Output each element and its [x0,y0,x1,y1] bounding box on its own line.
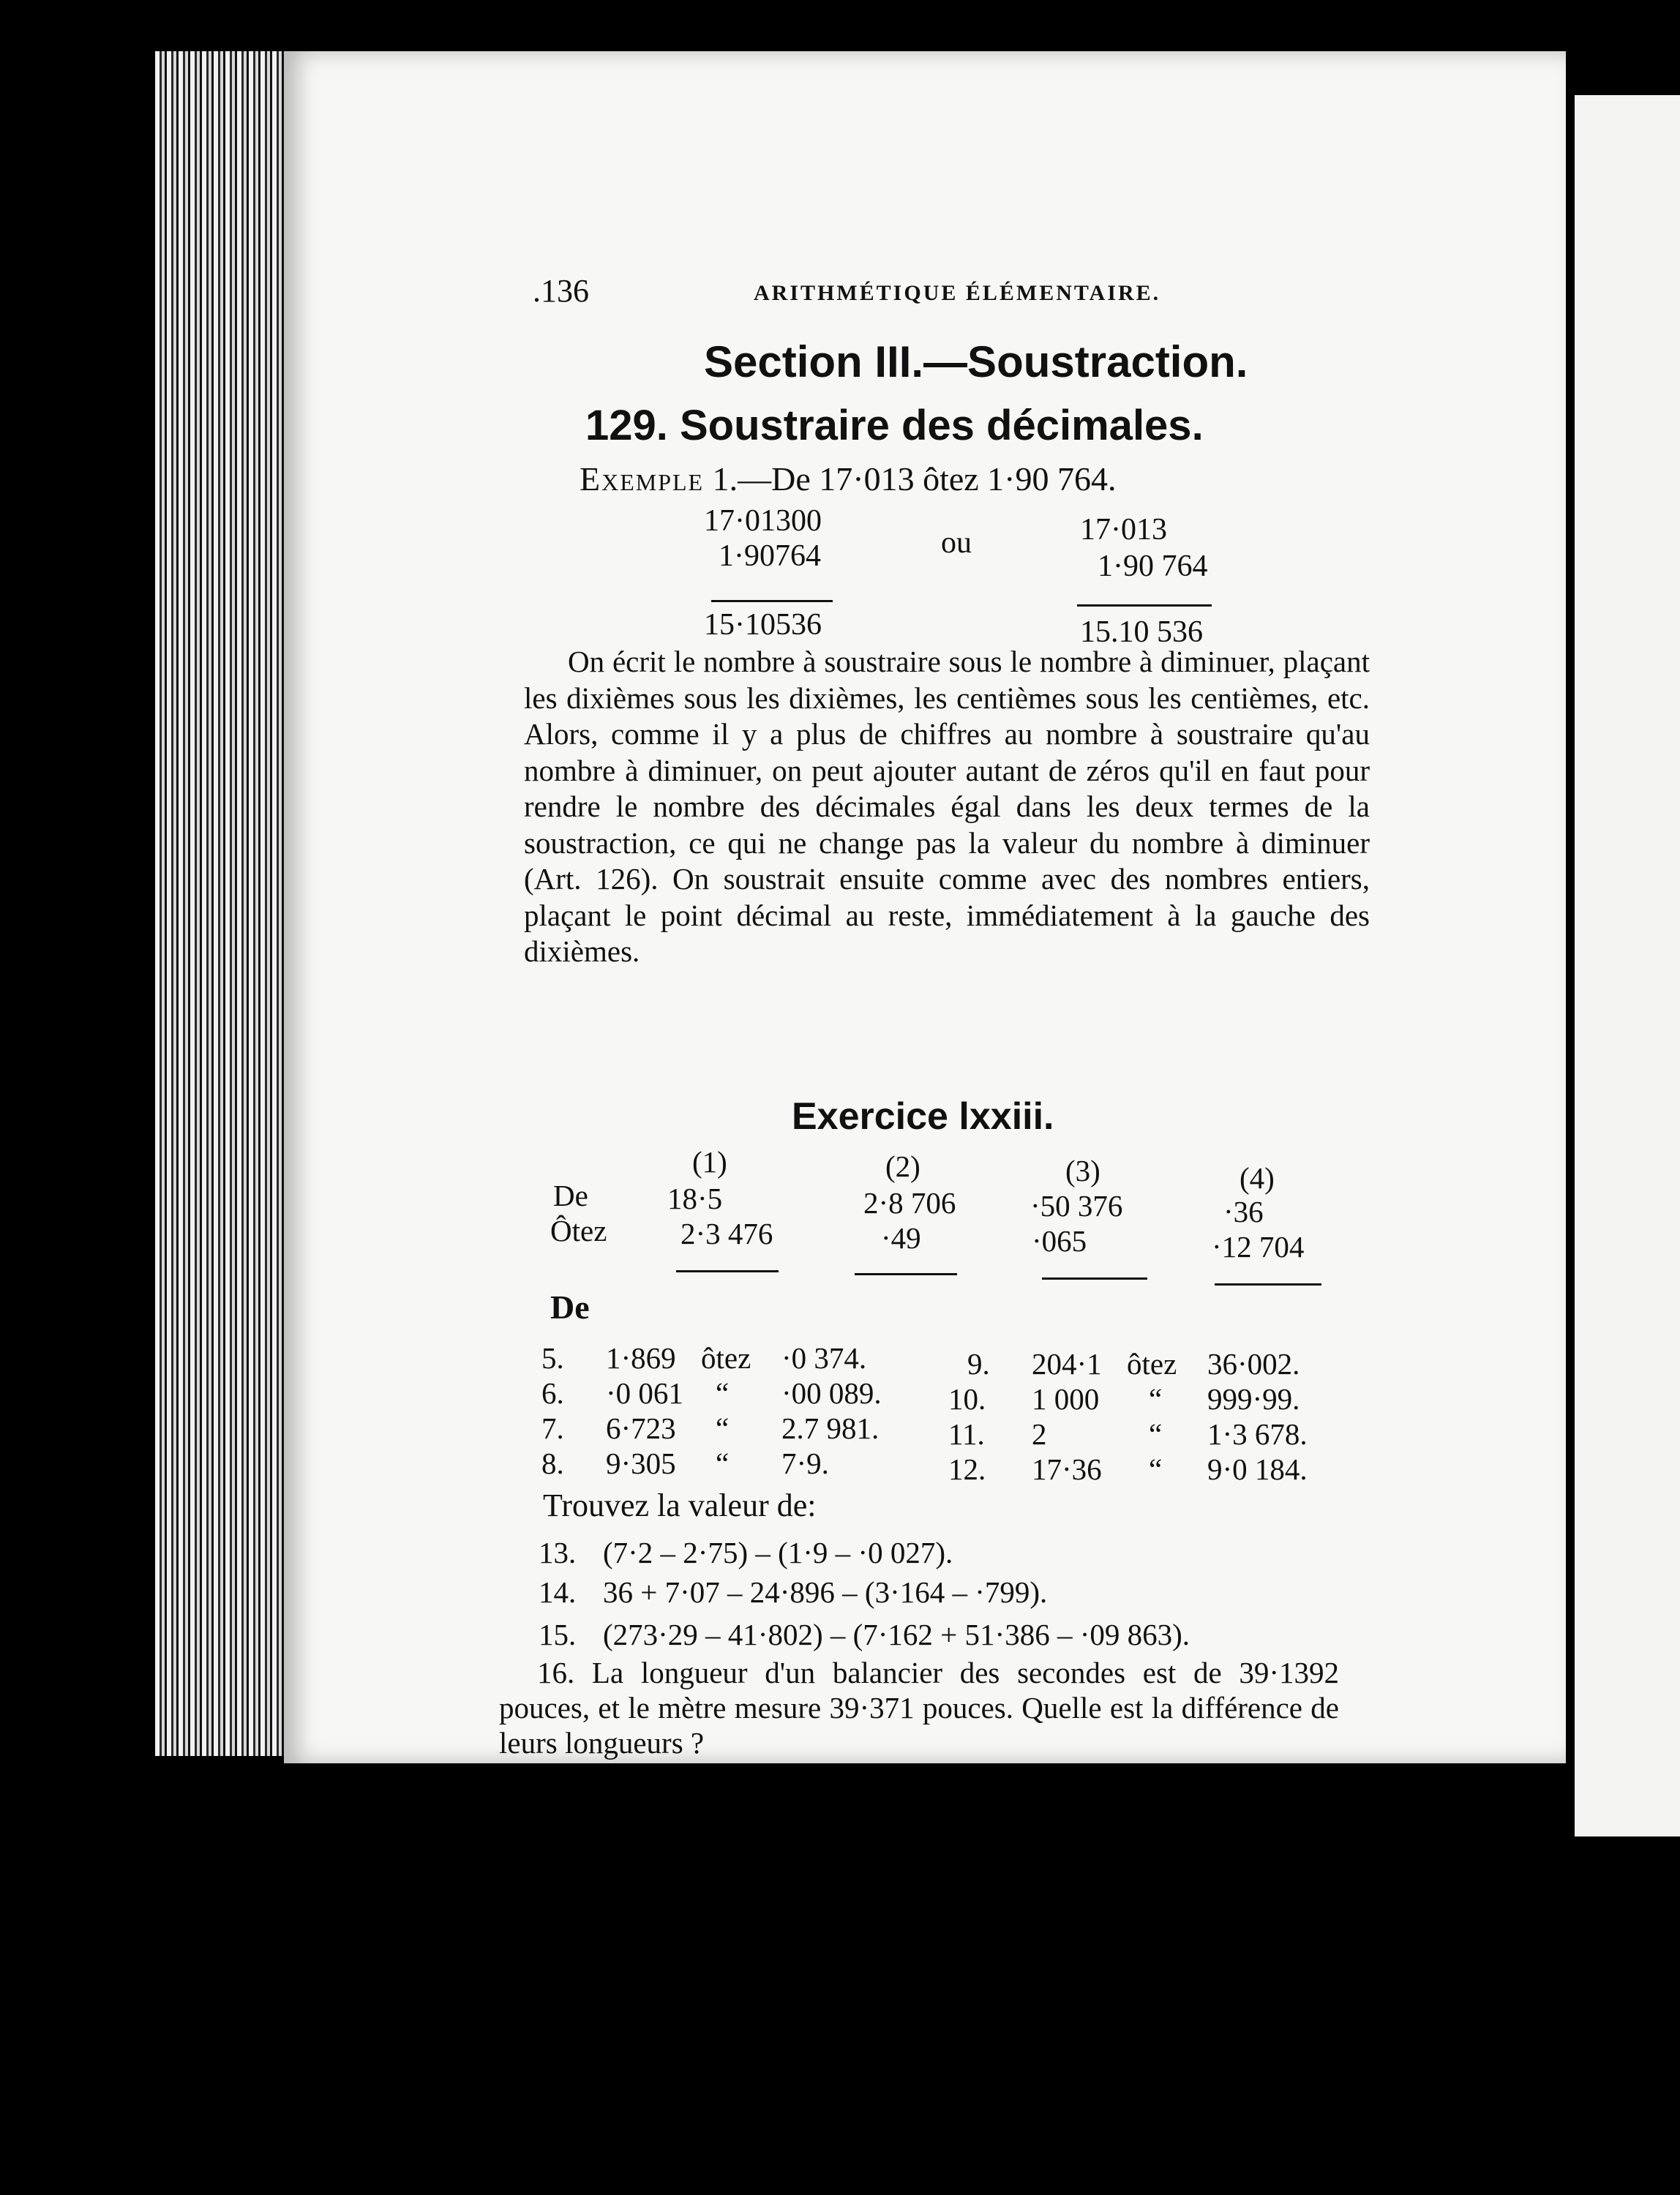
column-bottom: ·12 704 [1212,1230,1305,1264]
expression-item: 13. (7·2 – 2·75) – (1·9 – ·0 027). [539,1536,953,1569]
problem-item: 7. 6·723 “ 2.7 981. [541,1411,880,1445]
column-index: (2) [885,1149,920,1183]
section-title: Section III.—Soustraction. [704,337,1248,386]
column-rule [1042,1277,1147,1280]
page-number: .136 [533,273,589,309]
example-left-minuend: 17·01300 [704,504,822,538]
expression-item: 14. 36 + 7·07 – 24·896 – (3·164 – ·799). [539,1575,1048,1609]
example-right-rule [1077,604,1212,607]
column-top: 18·5 [667,1182,723,1215]
column-bottom: ·065 [1032,1224,1087,1258]
column-index: (3) [1065,1154,1100,1187]
exercise-title: Exercice lxxiii. [792,1095,1054,1138]
explanation-paragraph: On écrit le nombre à soustraire sous le nombre à diminuer, plaçant les dixièmes sous les dixièmes, les centièmes sous les centièmes, etc. Alors, comme il y a plus de chiffres au nombre à soustraire qu'au nombre à diminuer, on peut ajouter autant de zéros qu'il en faut pour rendre le nombre des décimales égal dans les deux termes de la soustraction, ce qui ne change pas la valeur du nombre à diminuer (Art. 126). On soustrait ensuite comme avec des nombres entiers, plaçant le point décimal au reste, immédiatement à la gauche des dixièmes. [524,645,1370,968]
find-value-heading: Trouvez la valeur de: [543,1487,817,1523]
running-head: ARITHMÉTIQUE ÉLÉMENTAIRE. [754,281,1161,305]
column-index: (1) [692,1145,727,1179]
problem-item: 5. 1·869 ôtez ·0 374. [541,1341,867,1375]
problem-item: 8. 9·305 “ 7·9. [541,1447,829,1480]
example-text: 1.—De 17·013 ôtez 1·90 764. [704,460,1117,498]
row-label-de: De [553,1179,588,1212]
example-right-subtrahend: 1·90 764 [1098,549,1208,583]
problem-item: 11. 2 “ 1·3 678. [948,1417,1308,1451]
column-bottom: ·49 [881,1221,921,1255]
book-page-stack [155,51,301,1756]
problem-item: 9. 204·1 ôtez 36·002. [967,1347,1300,1381]
column-top: ·36 [1223,1195,1264,1228]
facing-page-edge [1575,95,1680,1836]
example-right-result: 15.10 536 [1080,615,1203,649]
column-top: 2·8 706 [863,1186,956,1220]
problems-de-label: De [550,1288,590,1326]
example-line [580,459,1117,498]
column-bottom: 2·3 476 [680,1217,773,1250]
row-label-otez: Ôtez [550,1214,607,1247]
column-index: (4) [1240,1161,1275,1195]
example-left-result: 15·10536 [704,608,822,642]
column-rule [855,1273,957,1275]
example-or: ou [941,526,972,560]
problem-16: 16. La longueur d'un balancier des secondes est de 39·1392 pouces, et le mètre mesure 39·371 pouces. Quelle est la différence de leurs longueurs ? [499,1656,1339,1760]
column-rule [676,1270,779,1272]
example-right-minuend: 17·013 [1080,513,1167,547]
problem-item: 10. 1 000 “ 999·99. [948,1382,1300,1416]
expression-item: 15. (273·29 – 41·802) – (7·162 + 51·386 – ·09 863). [539,1618,1190,1651]
article-title: 129. Soustraire des décimales. [585,402,1204,449]
example-label: Exemple [580,460,705,498]
problem-item: 6. ·0 061 “ ·00 089. [541,1376,882,1410]
problem-item: 12. 17·36 “ 9·0 184. [948,1452,1308,1486]
example-left-subtrahend: 1·90764 [719,539,821,573]
column-rule [1215,1283,1321,1286]
column-top: ·50 376 [1030,1189,1123,1223]
example-left-rule [711,600,833,602]
